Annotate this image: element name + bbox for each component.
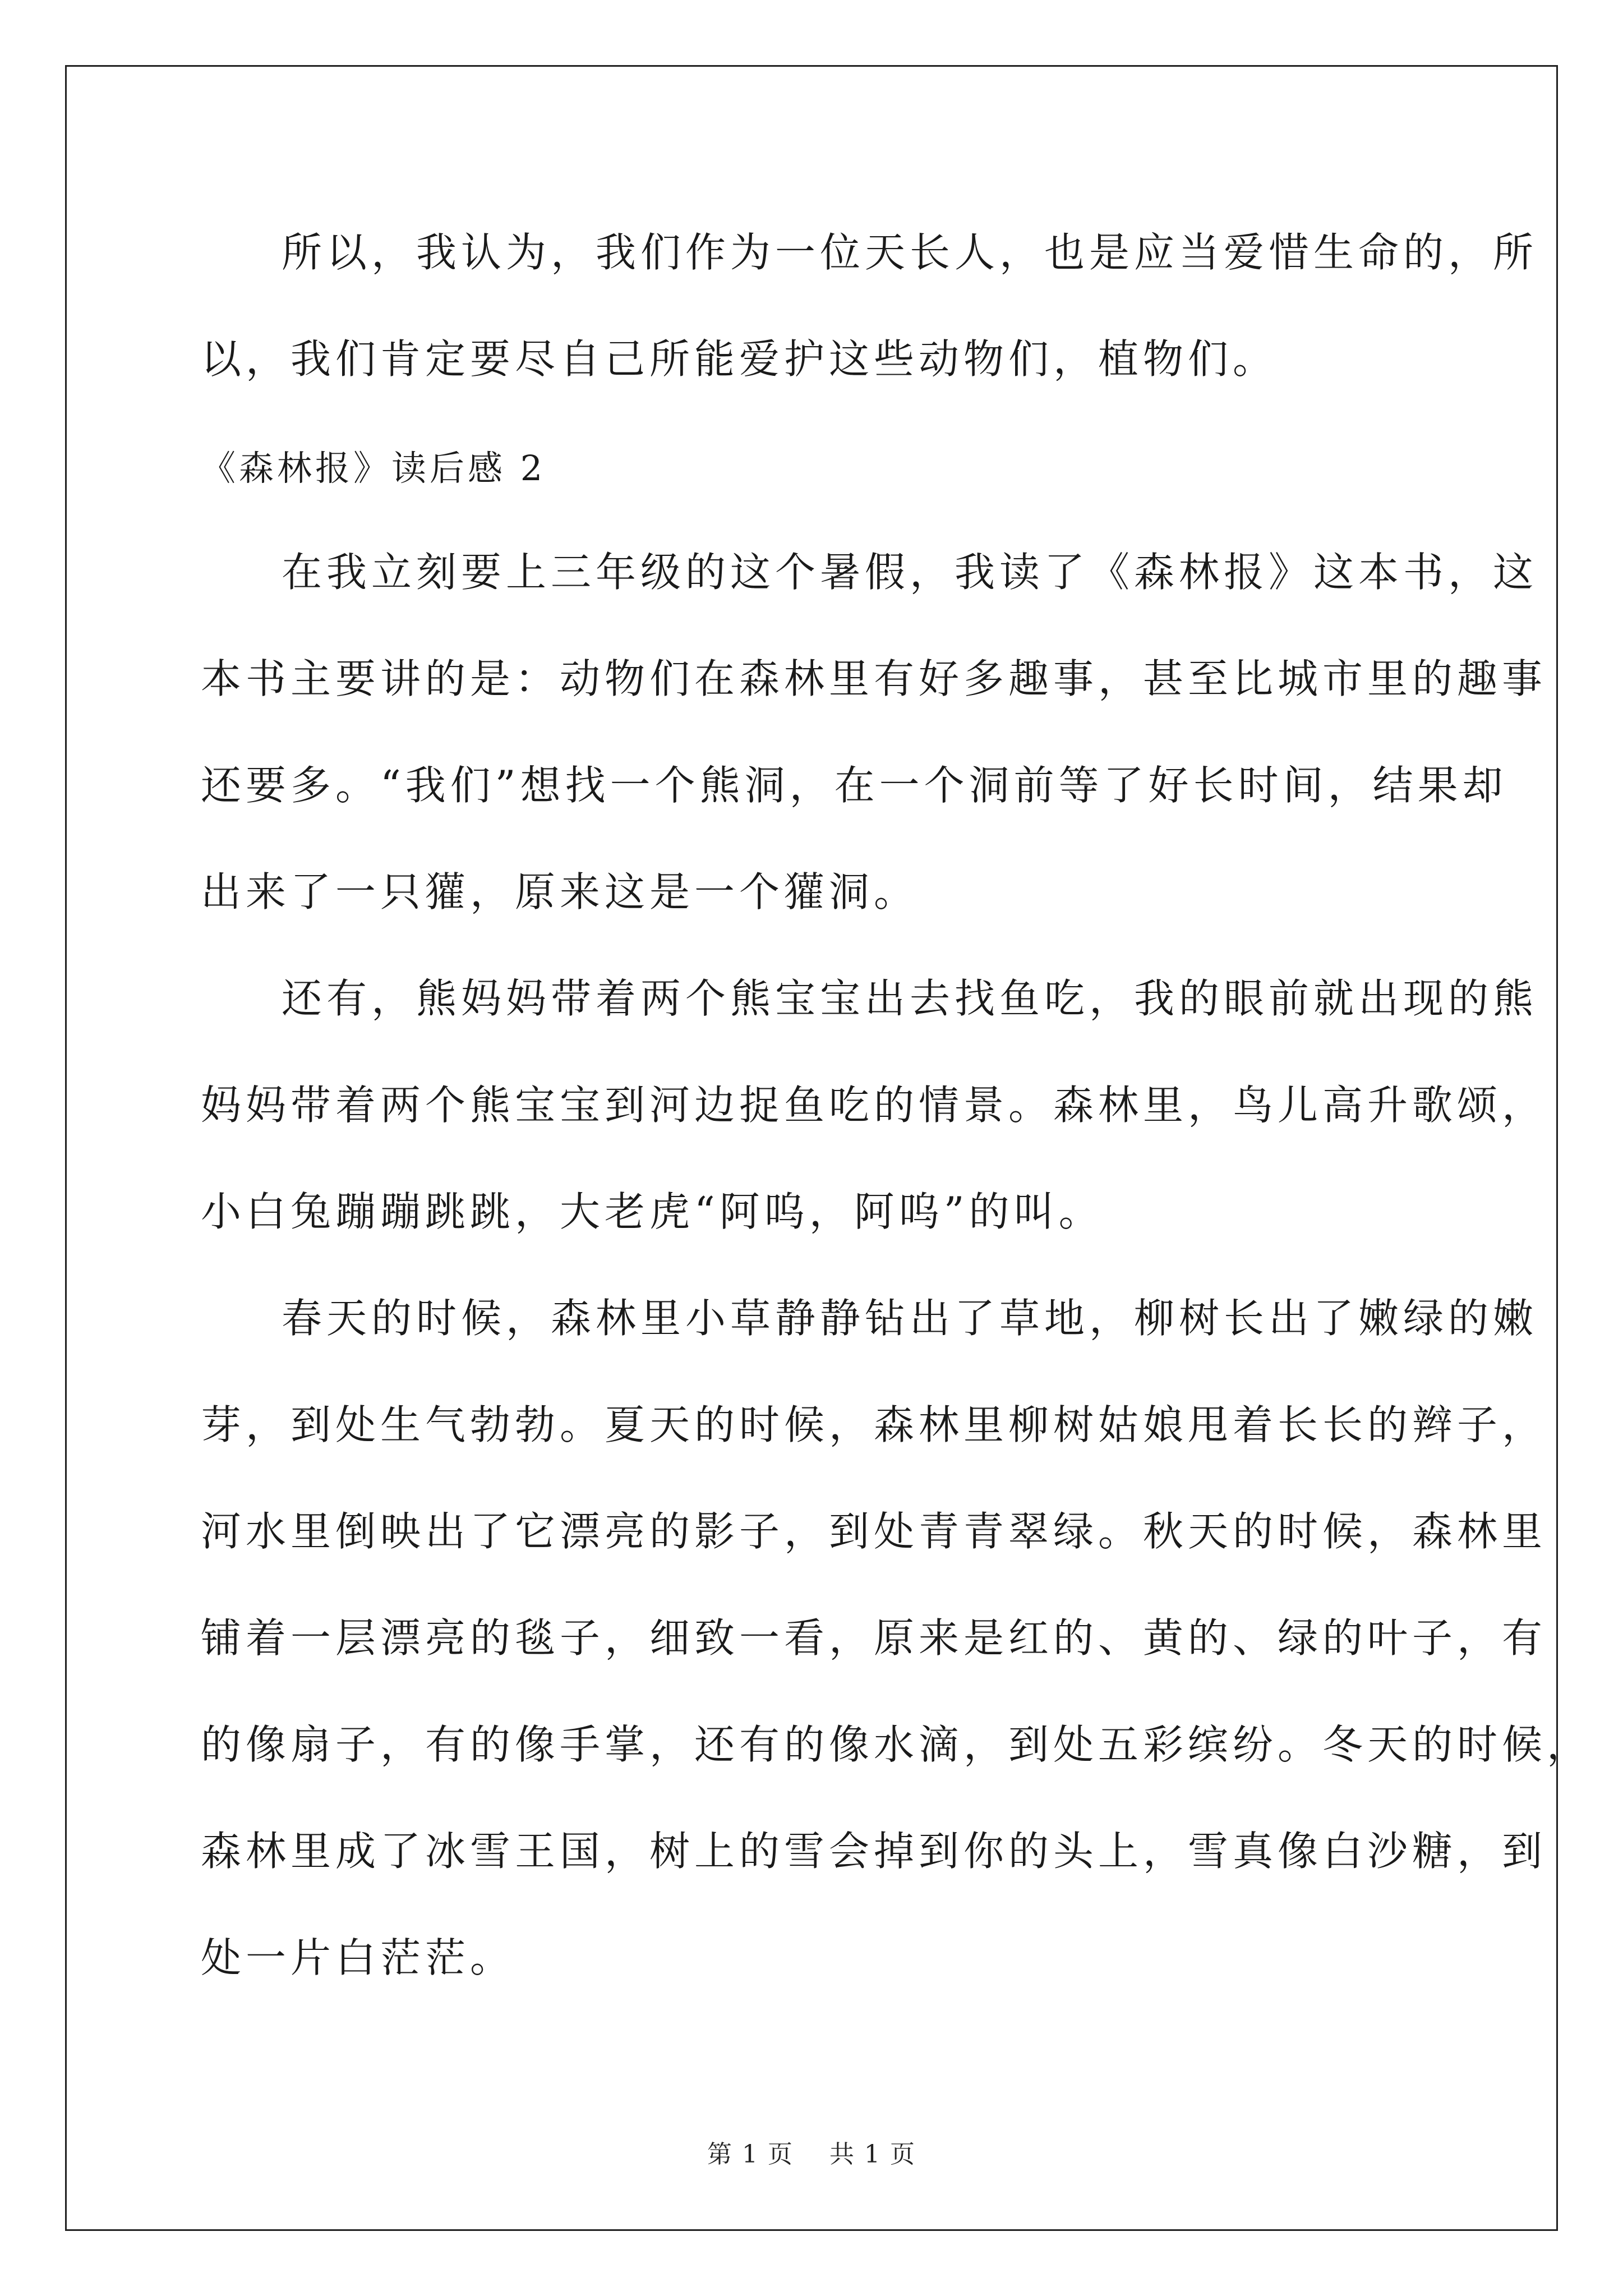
paragraph-seasons xyxy=(201,1265,1592,2011)
text-line: 出来了一只獾，原来这是一个獾洞。 xyxy=(201,868,919,915)
text-line: 以，我们肯定要尽自己所能爱护这些动物们，植物们。 xyxy=(201,335,1278,383)
text-line: 森林里成了冰雪王国，树上的雪会掉到你的头上，雪真像白沙糖，到 xyxy=(201,1828,1547,1875)
page-total: 共 1 页 xyxy=(829,2140,916,2169)
text-line: 所以，我认为，我们作为一位天长人，也是应当爱惜生命的，所 xyxy=(282,229,1538,276)
text-line: 的像扇子，有的像手掌，还有的像水滴，到处五彩缤纷。冬天的时候， xyxy=(201,1721,1592,1768)
section-heading xyxy=(201,415,1435,522)
paragraph-intro xyxy=(201,519,1547,945)
page-footer xyxy=(0,2134,1623,2170)
text-line: 芽，到处生气勃勃。夏天的时候，森林里柳树姑娘甩着长长的辫子， xyxy=(201,1401,1547,1448)
text-line: 小白兔蹦蹦跳跳，大老虎“阿呜，阿呜”的叫。 xyxy=(201,1188,1104,1235)
text-line: 春天的时候，森林里小草静静钻出了草地，柳树长出了嫩绿的嫩 xyxy=(282,1295,1538,1342)
text-line: 铺着一层漂亮的毯子，细致一看，原来是红的、黄的、绿的叶子，有 xyxy=(201,1614,1547,1662)
paragraph-conclusion xyxy=(201,199,1538,412)
text-line: 还有，熊妈妈带着两个熊宝宝出去找鱼吃，我的眼前就出现的熊 xyxy=(282,975,1538,1022)
heading-text: 《森林报》读后感 2 xyxy=(201,448,546,489)
text-line: 河水里倒映出了它漂亮的影子，到处青青翠绿。秋天的时候，森林里 xyxy=(201,1508,1547,1555)
paragraph-bears xyxy=(201,945,1547,1265)
page-number: 第 1 页 xyxy=(707,2140,794,2169)
text-line: 还要多。“我们”想找一个熊洞，在一个洞前等了好长时间，结果却 xyxy=(201,762,1507,809)
text-line: 本书主要讲的是：动物们在森林里有好多趣事，甚至比城市里的趣事 xyxy=(201,655,1547,702)
text-line: 在我立刻要上三年级的这个暑假，我读了《森林报》这本书，这 xyxy=(282,549,1538,596)
text-line: 处一片白茫茫。 xyxy=(201,1934,515,1981)
text-line: 妈妈带着两个熊宝宝到河边捉鱼吃的情景。森林里，鸟儿高升歌颂， xyxy=(201,1082,1547,1129)
